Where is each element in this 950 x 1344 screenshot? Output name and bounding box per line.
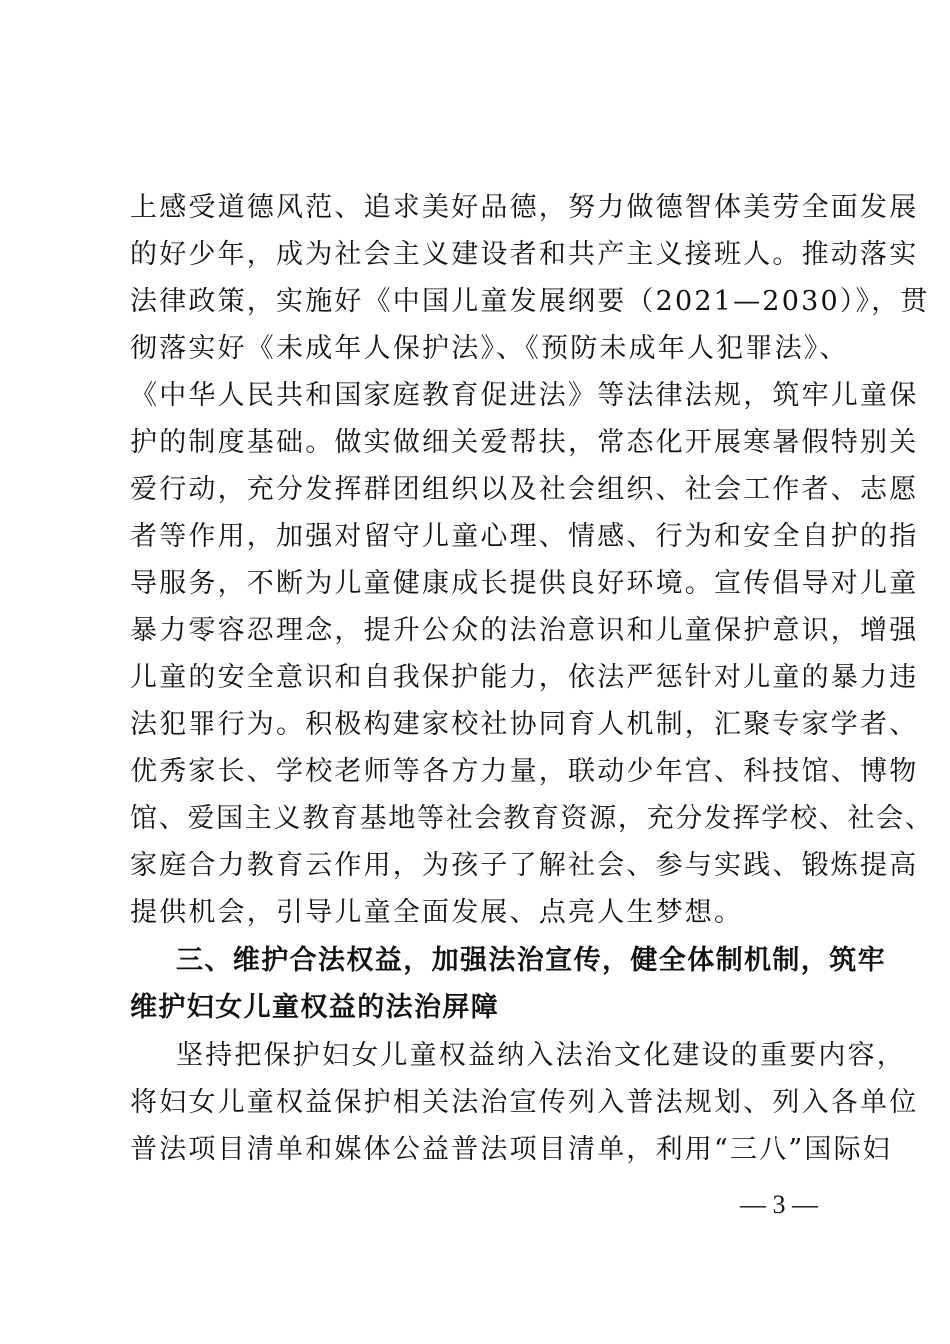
paragraph-line: 馆、爱国主义教育基地等社会教育资源，充分发挥学校、社会、: [130, 803, 934, 834]
paragraph-line: 家庭合力教育云作用，为孩子了解社会、参与实践、锻炼提高: [130, 850, 919, 881]
paragraph-line: 将妇女儿童权益保护相关法治宣传列入普法规划、列入各单位: [130, 1087, 919, 1118]
section-heading: 三、维护合法权益，加强法治宣传，健全体制机制，筑牢: [176, 945, 886, 976]
paragraph-line: 坚持把保护妇女儿童权益纳入法治文化建设的重要内容，: [176, 1040, 906, 1071]
section-heading: 维护妇女儿童权益的法治屏障: [130, 992, 500, 1023]
paragraph-line: 儿童的安全意识和自我保护能力，依法严惩针对儿童的暴力违: [130, 662, 919, 693]
paragraph-line: 者等作用，加强对留守儿童心理、情感、行为和安全自护的指: [130, 521, 919, 552]
paragraph-line: 暴力零容忍理念，提升公众的法治意识和儿童保护意识，增强: [130, 615, 919, 646]
paragraph-line: 导服务，不断为儿童健康成长提供良好环境。宣传倡导对儿童: [130, 568, 919, 599]
paragraph-line: 提供机会，引导儿童全面发展、点亮人生梦想。: [130, 897, 744, 928]
paragraph-line: 普法项目清单和媒体公益普法项目清单，利用“三八”国际妇: [130, 1134, 893, 1165]
paragraph-line: 上感受道德风范、追求美好品德，努力做德智体美劳全面发展: [130, 192, 919, 223]
paragraph-line: 《中华人民共和国家庭教育促进法》等法律法规，筑牢儿童保: [130, 380, 919, 411]
paragraph-line: 护的制度基础。做实做细关爱帮扶，常态化开展寒暑假特别关: [130, 427, 919, 458]
paragraph-line: 彻落实好《未成年人保护法》、《预防未成年人犯罪法》、: [130, 333, 849, 364]
paragraph-line: 法律政策，实施好《中国儿童发展纲要（2021—2030）》，贯: [130, 286, 930, 317]
paragraph-line: 优秀家长、学校老师等各方力量，联动少年宫、科技馆、博物: [130, 756, 919, 787]
paragraph-line: 爱行动，充分发挥群团组织以及社会组织、社会工作者、志愿: [130, 474, 919, 505]
page-number: — 3 —: [740, 1190, 818, 1219]
paragraph-line: 法犯罪行为。积极构建家校社协同育人机制，汇聚专家学者、: [130, 709, 919, 740]
paragraph-line: 的好少年，成为社会主义建设者和共产主义接班人。推动落实: [130, 239, 919, 270]
